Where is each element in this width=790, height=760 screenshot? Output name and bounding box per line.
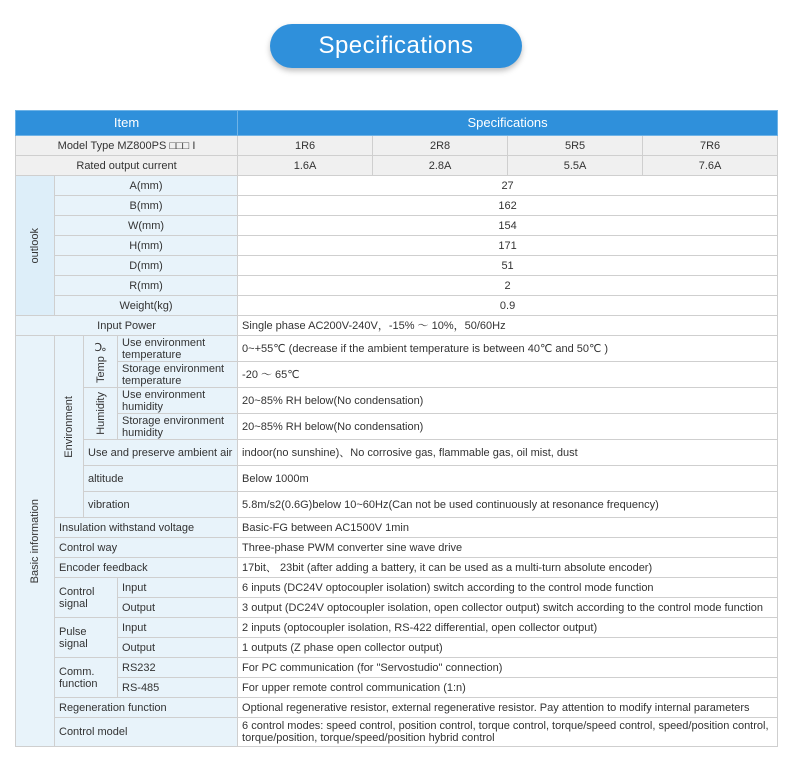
temp-storage-label: Storage environment temperature	[118, 362, 238, 388]
insulation-row	[16, 518, 778, 538]
comm-rs485-label: RS-485	[118, 678, 238, 698]
header-item: Item	[16, 111, 238, 136]
temp-label: Temp ℃	[94, 340, 107, 383]
model-label: Model Type MZ800PS □□□ I	[16, 136, 238, 156]
encoder-label: Encoder feedback	[55, 558, 238, 578]
comm-rs232-row	[16, 658, 778, 678]
input-power-row	[16, 316, 778, 336]
control-signal-input-value: 6 inputs (DC24V optocoupler isolation) switch according to the control mode function	[238, 578, 778, 598]
outlook-row	[16, 196, 778, 216]
basic-info-label: Basic information	[29, 498, 41, 584]
temp-group	[84, 336, 118, 388]
specifications-table	[15, 110, 778, 747]
pulse-signal-output-value: 1 outputs (Z phase open collector output)	[238, 638, 778, 658]
control-model-label: Control model	[55, 718, 238, 747]
outlook-row-value: 51	[238, 256, 778, 276]
comm-rs232-value: For PC communication (for "Servostudio" connection)	[238, 658, 778, 678]
outlook-row	[16, 236, 778, 256]
outlook-row-value: 27	[238, 176, 778, 196]
air-label: Use and preserve ambient air	[84, 440, 238, 466]
humidity-storage-value: 20~85% RH below(No condensation)	[238, 414, 778, 440]
humidity-label: Humidity	[94, 392, 107, 435]
control-model-row	[16, 718, 778, 747]
header-specifications: Specifications	[238, 111, 778, 136]
environment-label: Environment	[63, 395, 75, 458]
temp-use-value: 0~+55℃ (decrease if the ambient temperature is between 40℃ and 50℃ )	[238, 336, 778, 362]
vibration-label: vibration	[84, 492, 238, 518]
humidity-use-label: Use environment humidity	[118, 388, 238, 414]
outlook-group	[16, 176, 55, 316]
input-power-value: Single phase AC200V-240V，-15% ～ 10%，50/60Hz	[238, 316, 778, 336]
current-value: 1.6A	[238, 156, 373, 176]
outlook-row-value: 2	[238, 276, 778, 296]
comm-label: Comm. function	[55, 658, 118, 698]
control-signal-output-row	[16, 598, 778, 618]
pulse-signal-input-value: 2 inputs (optocoupler isolation, RS-422 differential, open collector output)	[238, 618, 778, 638]
encoder-value: 17bit、 23bit (after adding a battery, it can be used as a multi-turn absolute encoder)	[238, 558, 778, 578]
humidity-group	[84, 388, 118, 440]
outlook-row-label: R(mm)	[55, 276, 238, 296]
outlook-row	[16, 296, 778, 316]
current-value: 7.6A	[643, 156, 778, 176]
outlook-row-label: B(mm)	[55, 196, 238, 216]
input-power-label: Input Power	[16, 316, 238, 336]
control-signal-output-label: Output	[118, 598, 238, 618]
control-way-value: Three-phase PWM converter sine wave drive	[238, 538, 778, 558]
insulation-label: Insulation withstand voltage	[55, 518, 238, 538]
outlook-row-label: H(mm)	[55, 236, 238, 256]
comm-rs485-row	[16, 678, 778, 698]
regeneration-label: Regeneration function	[55, 698, 238, 718]
pulse-signal-output-label: Output	[118, 638, 238, 658]
vibration-row	[16, 492, 778, 518]
basic-info-group	[16, 336, 55, 747]
model-value: 7R6	[643, 136, 778, 156]
current-row	[16, 156, 778, 176]
humidity-storage-row	[16, 414, 778, 440]
control-signal-input-row	[16, 578, 778, 598]
regeneration-value: Optional regenerative resistor, external regenerative resistor. Pay attention to modify internal parameters	[238, 698, 778, 718]
table-header-row	[16, 111, 778, 136]
air-value: indoor(no sunshine)、No corrosive gas, flammable gas, oil mist, dust	[238, 440, 778, 466]
pulse-signal-output-row	[16, 638, 778, 658]
altitude-label: altitude	[84, 466, 238, 492]
outlook-row-value: 171	[238, 236, 778, 256]
model-value: 5R5	[508, 136, 643, 156]
model-row	[16, 136, 778, 156]
temp-storage-row	[16, 362, 778, 388]
model-value: 2R8	[373, 136, 508, 156]
outlook-row-label: D(mm)	[55, 256, 238, 276]
outlook-row-value: 0.9	[238, 296, 778, 316]
outlook-row-value: 162	[238, 196, 778, 216]
humidity-use-value: 20~85% RH below(No condensation)	[238, 388, 778, 414]
air-row	[16, 440, 778, 466]
outlook-row-value: 154	[238, 216, 778, 236]
model-value: 1R6	[238, 136, 373, 156]
control-signal-label: Control signal	[55, 578, 118, 618]
humidity-storage-label: Storage environment humidity	[118, 414, 238, 440]
outlook-row	[16, 256, 778, 276]
control-signal-output-value: 3 output (DC24V optocoupler isolation, open collector output) switch according to the control mode function	[238, 598, 778, 618]
altitude-row	[16, 466, 778, 492]
outlook-row-label: W(mm)	[55, 216, 238, 236]
current-value: 5.5A	[508, 156, 643, 176]
pulse-signal-input-row	[16, 618, 778, 638]
control-model-value: 6 control modes: speed control, position control, torque control, torque/speed control, speed/position control, torque/position, torque/speed/position hybrid control	[238, 718, 778, 747]
outlook-label: outlook	[29, 227, 41, 264]
insulation-value: Basic-FG between AC1500V 1min	[238, 518, 778, 538]
temp-storage-value: -20 ～ 65℃	[238, 362, 778, 388]
humidity-use-row	[16, 388, 778, 414]
comm-rs485-value: For upper remote control communication (1:n)	[238, 678, 778, 698]
regeneration-row	[16, 698, 778, 718]
pulse-signal-label: Pulse signal	[55, 618, 118, 658]
control-way-label: Control way	[55, 538, 238, 558]
pulse-signal-input-label: Input	[118, 618, 238, 638]
environment-group	[55, 336, 84, 518]
altitude-value: Below 1000m	[238, 466, 778, 492]
control-signal-input-label: Input	[118, 578, 238, 598]
outlook-row	[16, 216, 778, 236]
page-title: Specifications	[270, 24, 522, 68]
encoder-row	[16, 558, 778, 578]
temp-use-row	[16, 336, 778, 362]
temp-use-label: Use environment temperature	[118, 336, 238, 362]
control-way-row	[16, 538, 778, 558]
comm-rs232-label: RS232	[118, 658, 238, 678]
outlook-row	[16, 176, 778, 196]
vibration-value: 5.8m/s2(0.6G)below 10~60Hz(Can not be used continuously at resonance frequency)	[238, 492, 778, 518]
current-value: 2.8A	[373, 156, 508, 176]
current-label: Rated output current	[16, 156, 238, 176]
outlook-row-label: A(mm)	[55, 176, 238, 196]
outlook-row	[16, 276, 778, 296]
outlook-row-label: Weight(kg)	[55, 296, 238, 316]
